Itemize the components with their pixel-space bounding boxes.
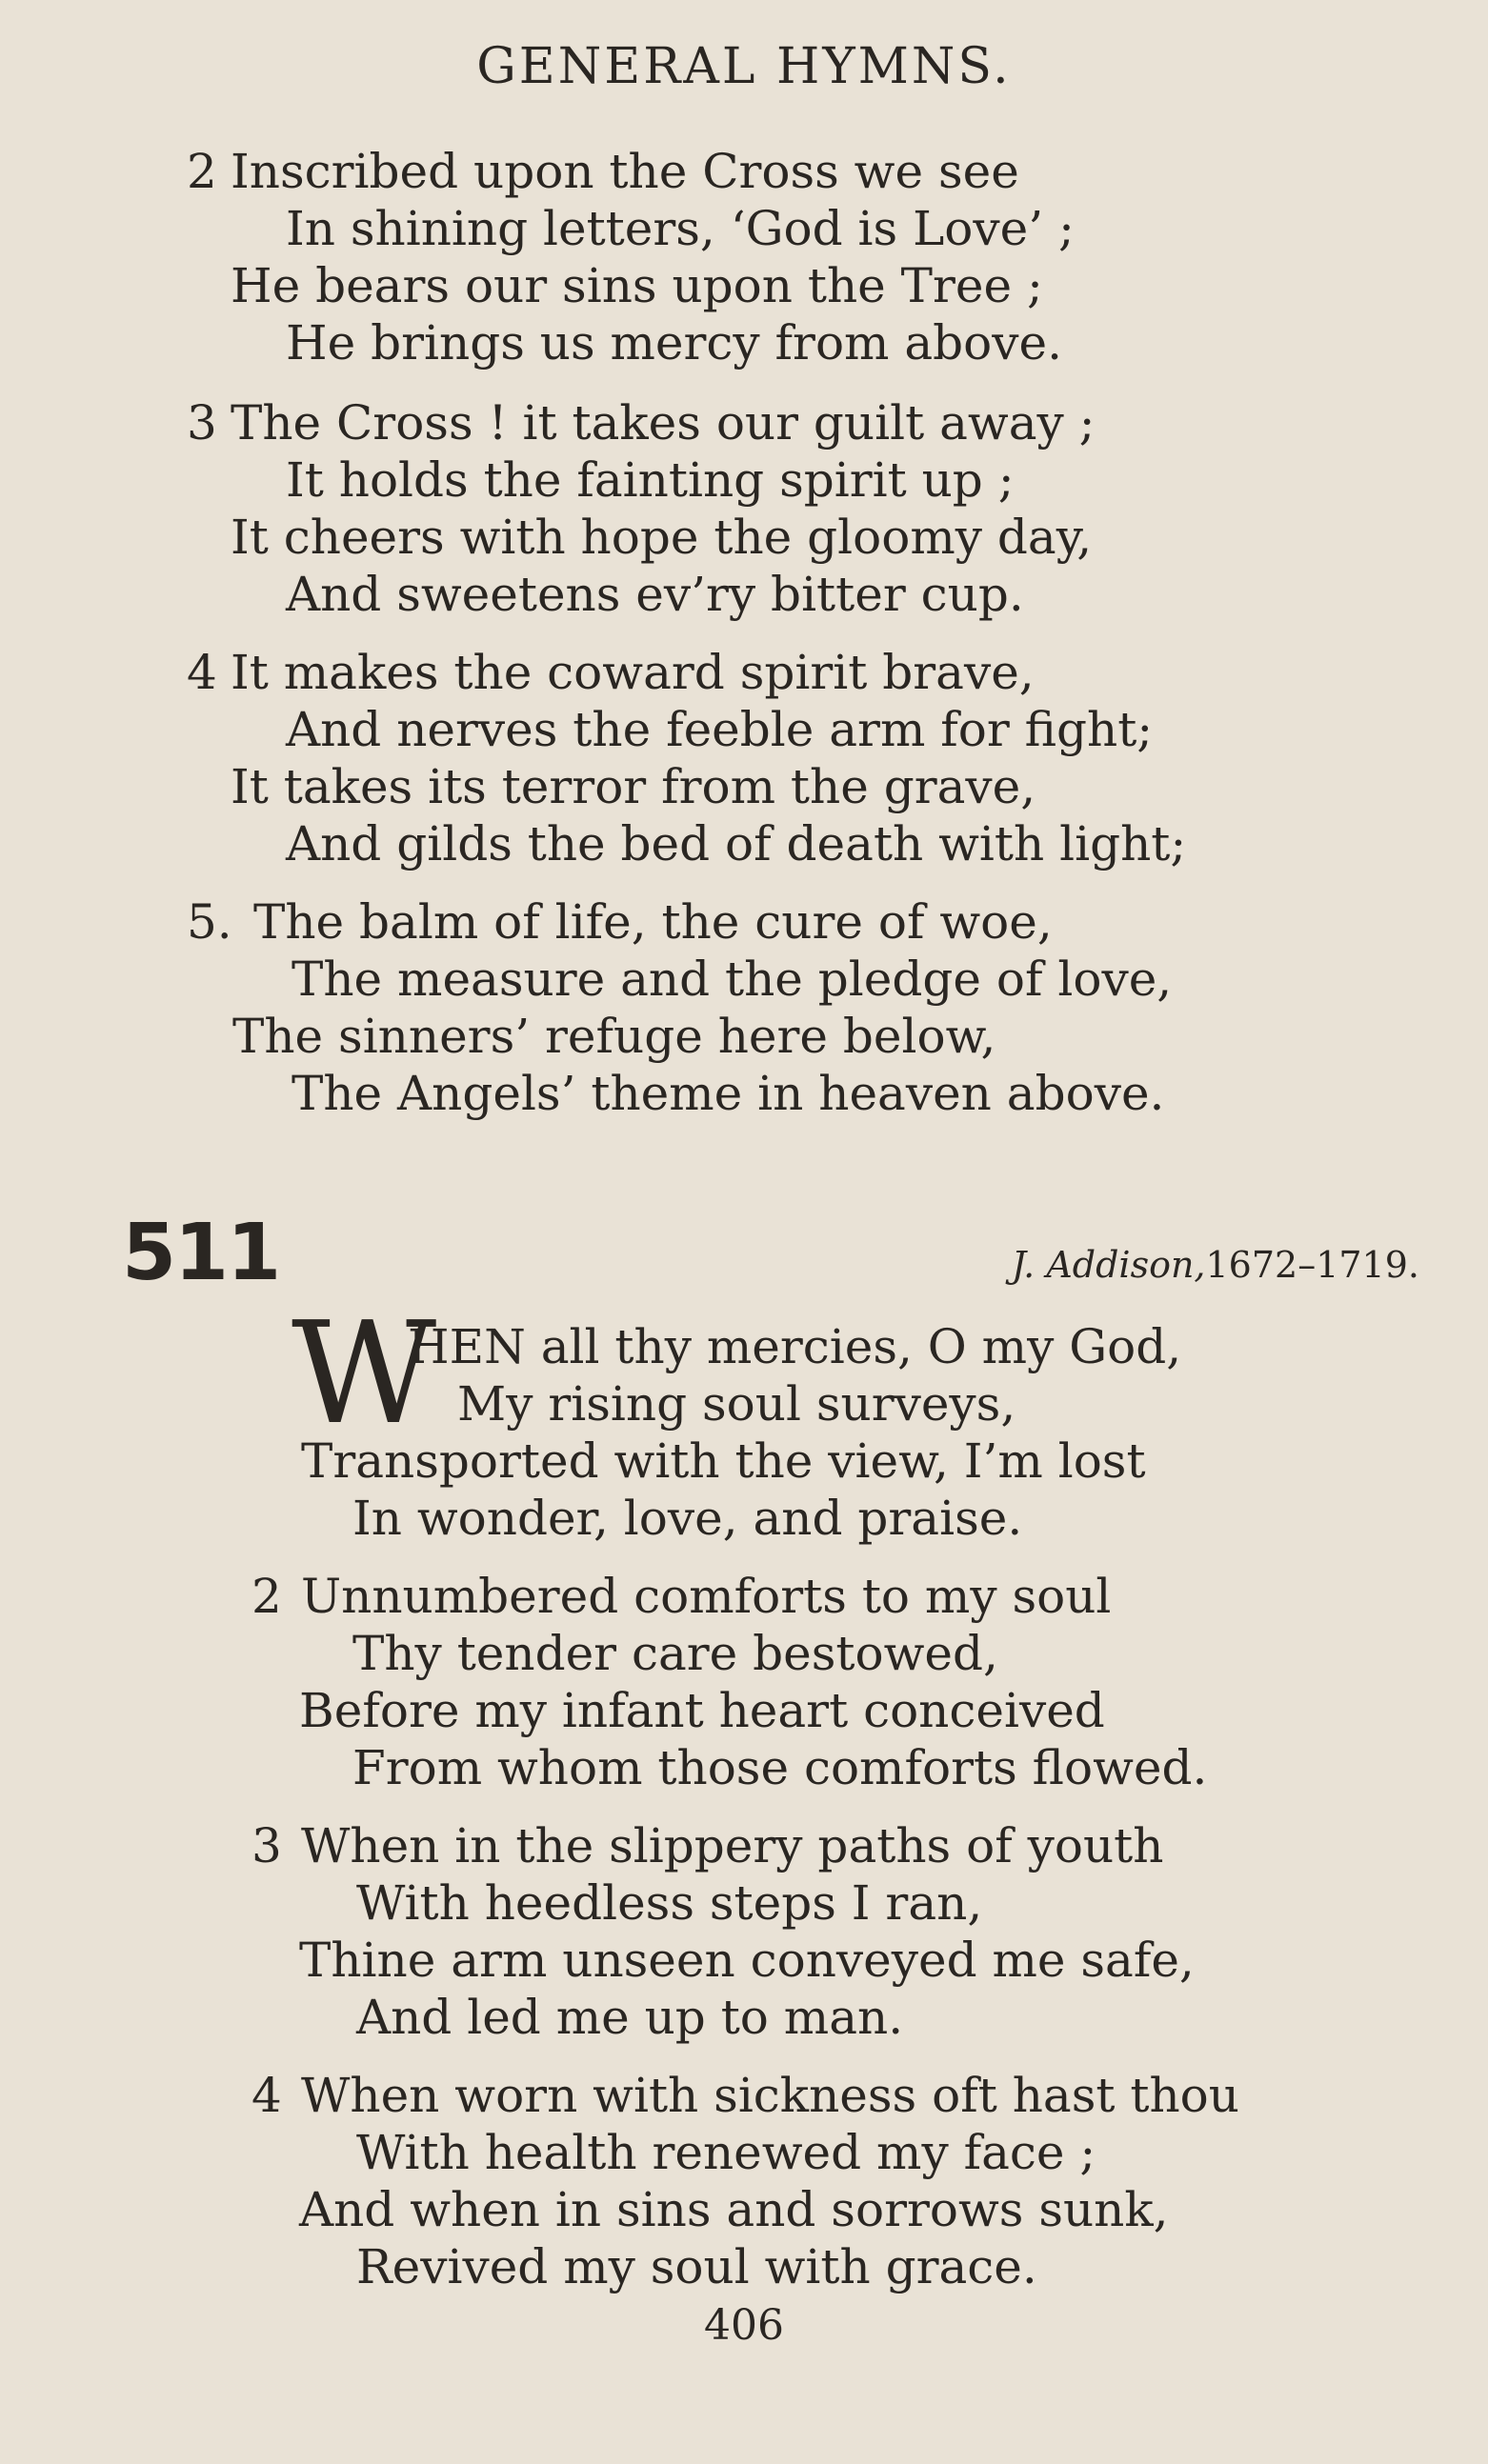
verse-line: Inscribed upon the Cross we see — [231, 144, 1019, 199]
verse-line: And led me up to man. — [356, 1990, 904, 2045]
verse-line: From whom those comforts flowed. — [352, 1740, 1208, 1795]
verse-number: 4 — [251, 2068, 282, 2123]
prev-verse-4 — [187, 644, 1186, 872]
verse-line: With heedless steps I ran, — [356, 1875, 983, 1931]
running-head: GENERAL HYMNS. — [476, 38, 1012, 95]
hymn-verse-3 — [251, 1817, 1195, 2046]
verse-line: The balm of life, the cure of woe, — [253, 894, 1053, 950]
verse-line: Revived my soul with grace. — [356, 2239, 1037, 2294]
hymn-verse-2 — [251, 1568, 1207, 1796]
verse-line: Transported with the view, I’m lost — [301, 1433, 1146, 1489]
hymn-verse-4 — [251, 2067, 1239, 2295]
verse-line: And nerves the feeble arm for fight; — [286, 702, 1154, 757]
verse-line: And sweetens ev’ry bitter cup. — [286, 567, 1024, 622]
verse-line: And when in sins and sorrows sunk, — [299, 2182, 1169, 2237]
author-name: J. Addison, — [1011, 1244, 1206, 1286]
page-number: 406 — [704, 2301, 784, 2350]
verse-line: My rising soul surveys, — [457, 1376, 1016, 1432]
verse-number: 2 — [251, 1569, 282, 1624]
verse-line: With health renewed my face ; — [356, 2125, 1096, 2180]
verse-line: He brings us mercy from above. — [286, 315, 1063, 371]
prev-verse-5 — [187, 893, 1172, 1122]
verse-line: In shining letters, ‘God is Love’ ; — [286, 201, 1075, 256]
verse-line: The sinners’ refuge here below, — [232, 1009, 996, 1064]
verse-line: Thy tender care bestowed, — [352, 1626, 998, 1681]
prev-verse-2 — [187, 143, 1075, 371]
verse-line: Unnumbered comforts to my soul — [301, 1569, 1112, 1624]
prev-verse-3 — [187, 394, 1096, 623]
verse-number: 3 — [187, 395, 217, 451]
author-dates: 1672–1719. — [1205, 1244, 1419, 1286]
verse-line: It makes the coward spirit brave, — [231, 645, 1035, 700]
drop-cap: W — [292, 1292, 437, 1455]
hymn-verse-1 — [301, 1318, 1181, 1547]
verse-line: It holds the fainting spirit up ; — [286, 452, 1015, 508]
verse-number: 2 — [187, 144, 217, 199]
verse-line: Before my infant heart conceived — [299, 1683, 1105, 1738]
verse-line: It cheers with hope the gloomy day, — [231, 510, 1093, 565]
hymn-author — [1012, 1244, 1419, 1286]
verse-line: The Cross ! it takes our guilt away ; — [231, 395, 1096, 451]
verse-line: And gilds the bed of death with light; — [286, 816, 1187, 871]
verse-line: Thine arm unseen conveyed me safe, — [299, 1933, 1195, 1988]
verse-line: When worn with sickness oft hast thou — [301, 2068, 1239, 2123]
verse-line: It takes its terror from the grave, — [231, 759, 1036, 814]
verse-line: When in the slippery paths of youth — [301, 1818, 1164, 1873]
hymn-number: 511 — [122, 1208, 280, 1298]
verse-line: The measure and the pledge of love, — [292, 952, 1173, 1007]
verse-line: HEN all thy mercies, O my God, — [408, 1319, 1182, 1374]
verse-number: 5. — [187, 894, 232, 950]
verse-line: In wonder, love, and praise. — [352, 1491, 1023, 1546]
verse-number: 4 — [187, 645, 217, 700]
verse-line: The Angels’ theme in heaven above. — [292, 1066, 1165, 1121]
verse-number: 3 — [251, 1818, 282, 1873]
verse-line: He bears our sins upon the Tree ; — [231, 258, 1043, 313]
